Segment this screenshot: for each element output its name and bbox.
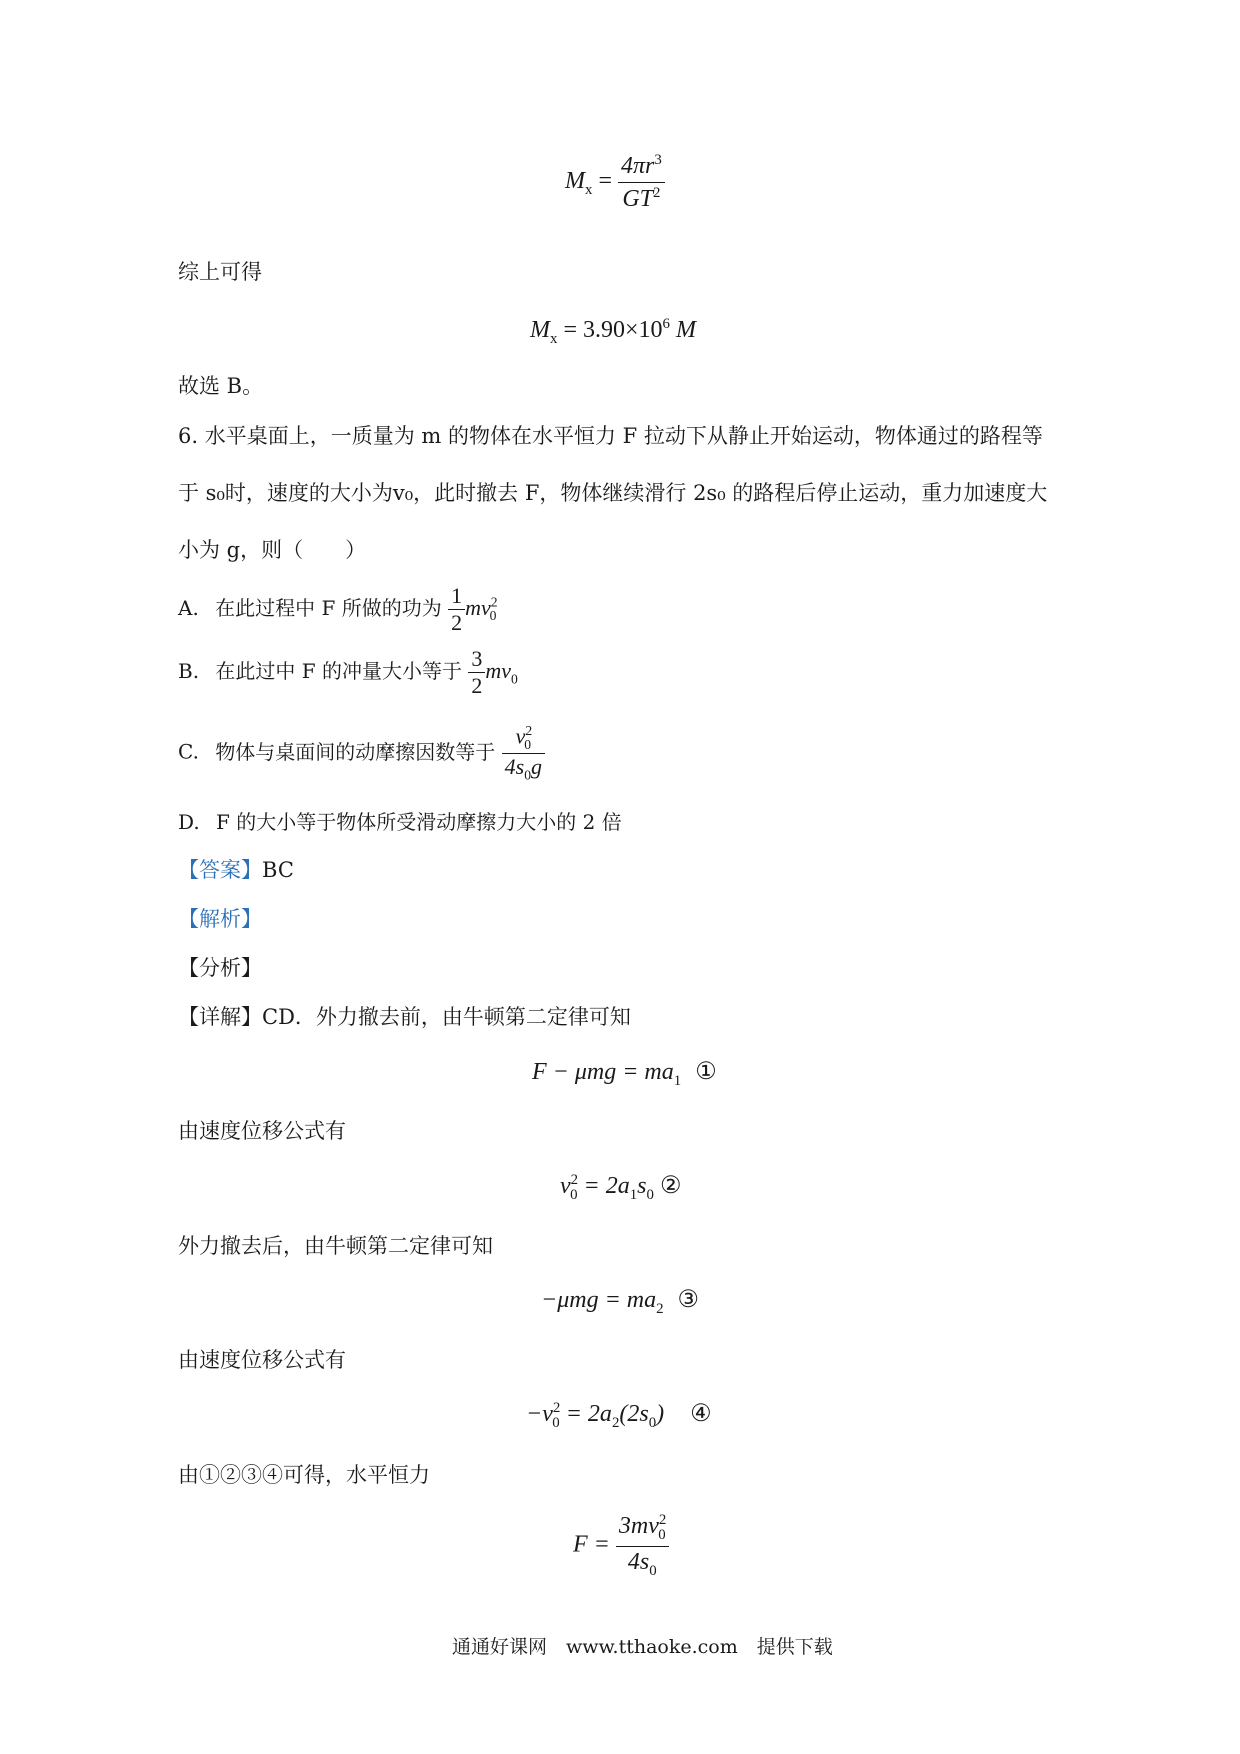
option-b-text: 在此过中 F 的冲量大小等于 — [215, 659, 463, 683]
option-b-label: B. — [178, 659, 200, 683]
marker-1: ① — [695, 1059, 717, 1085]
detail-text: CD．外力撤去前，由牛顿第二定律可知 — [262, 1005, 631, 1029]
option-a-label: A. — [178, 596, 199, 620]
option-d-text: F 的大小等于物体所受滑动摩擦力大小的 2 倍 — [216, 810, 622, 834]
equation-5-fraction: $\frac{3mv^2_0}{4s_0}$ — [616, 1512, 669, 1580]
line-combine: 由①②③④可得，水平恒力 — [178, 1463, 430, 1487]
equation-1: $F - \mu mg = ma_1$ ① — [532, 1059, 717, 1089]
line-velocity-formula-1: 由速度位移公式有 — [178, 1119, 346, 1143]
conclusion-intro: 综上可得 — [178, 260, 262, 284]
option-a: A. 在此过程中 F 所做的功为 $\frac{1}{2}$ $mv^2_0$ — [178, 583, 498, 635]
option-a-text: 在此过程中 F 所做的功为 — [215, 596, 442, 620]
analysis-label: 【解析】 — [178, 907, 262, 931]
marker-3: ③ — [677, 1287, 700, 1313]
equation-3: $-\mu mg = ma_2$ ③ — [541, 1287, 700, 1317]
option-c — [178, 724, 545, 782]
option-b-fraction: $\frac{3}{2}$ — [468, 648, 485, 697]
option-d — [178, 812, 622, 832]
equation-4: $-v^2_0 = 2a_2(2s_0)$ ④ — [526, 1400, 712, 1431]
formula-lhs: $M_x$ — [565, 168, 593, 198]
question-line-3: 小为 g，则（ ） — [178, 538, 367, 562]
formula-equals: = — [598, 168, 612, 195]
formula-fraction: $\frac{4\pi r^3}{GT^2}$ — [618, 152, 665, 213]
choose-answer-line: 故选 B。 — [178, 374, 264, 398]
option-a-fraction: $\frac{1}{2}$ — [448, 585, 465, 634]
option-c-fraction: $\frac{v^2_0}{4s_0g}$ — [502, 724, 545, 782]
answer-value: BC — [262, 858, 294, 882]
line-after-removal: 外力撤去后，由牛顿第二定律可知 — [178, 1234, 493, 1258]
marker-4: ④ — [690, 1401, 712, 1427]
answer-line — [178, 860, 294, 881]
question-line-1: 水平桌面上，一质量为 m 的物体在水平恒力 F 拉动下从静止开始运动，物体通过的路程等 — [204, 424, 1043, 448]
formula-mass-kepler — [565, 152, 665, 213]
option-c-text: 物体与桌面间的动摩擦因数等于 — [215, 739, 496, 764]
option-b: B. 在此过中 F 的冲量大小等于 $\frac{3}{2}$ $mv_0$ — [178, 646, 518, 698]
detail-label: 【详解】 — [178, 1005, 262, 1029]
detail-line — [178, 1007, 631, 1028]
answer-label: 【答案】 — [178, 858, 262, 882]
equation-5: F = $\frac{3mv^2_0}{4s_0}$ — [573, 1512, 669, 1580]
equation-2: $v^2_0 = 2a_1s_0$ ② — [560, 1172, 682, 1203]
marker-2: ② — [659, 1173, 682, 1199]
option-d-label: D. — [178, 810, 200, 834]
page-footer: 通通好课网 www.tthaoke.com 提供下载 — [452, 1636, 833, 1658]
question-number: 6. — [178, 424, 199, 448]
question-line-2: 于 s₀时，速度的大小为v₀，此时撤去 F，物体继续滑行 2s₀ 的路程后停止运动，重力加速度大 — [178, 481, 1048, 505]
option-c-label: C. — [178, 739, 199, 764]
question-6 — [178, 426, 1043, 447]
line-velocity-formula-2: 由速度位移公式有 — [178, 1348, 346, 1372]
fenxi-label: 【分析】 — [178, 956, 262, 980]
formula-mass-result: $M_x = 3.90\times 10^6$ M — [530, 316, 696, 347]
